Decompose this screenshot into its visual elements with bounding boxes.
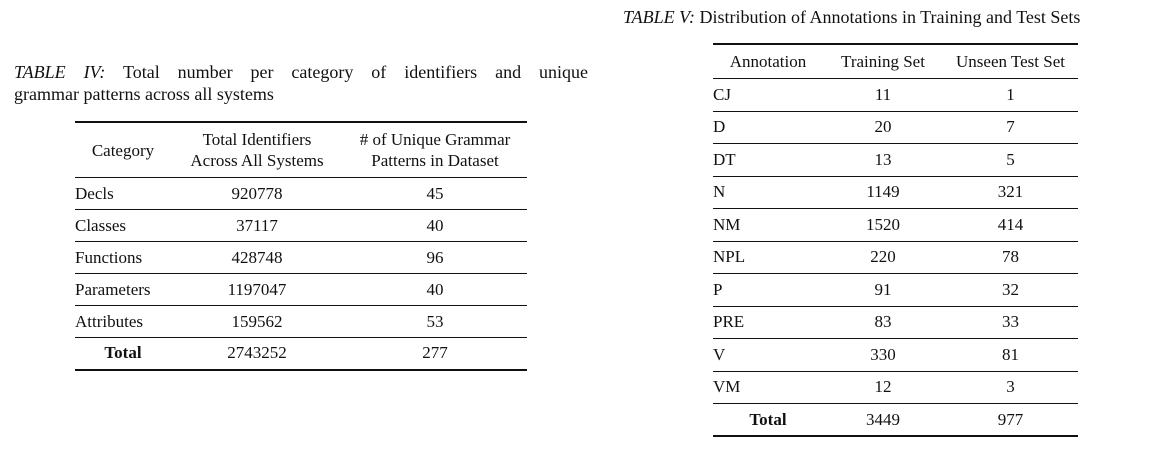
cell-annotation: NPL xyxy=(713,247,746,267)
cell-patterns: 96 xyxy=(426,247,444,267)
cell-training: 83 xyxy=(874,312,892,332)
cell-patterns: 40 xyxy=(426,279,444,299)
header-training-set: Training Set xyxy=(841,51,925,71)
table-v xyxy=(713,43,1078,437)
table-v-header-row xyxy=(713,44,1078,79)
table-row xyxy=(713,111,1078,144)
cell-training: 91 xyxy=(874,279,892,299)
cell-training: 1149 xyxy=(866,182,900,202)
cell-total-identifiers: 2743252 xyxy=(227,343,287,363)
cell-total-test: 977 xyxy=(997,409,1024,429)
cell-annotation: D xyxy=(713,117,726,137)
cell-category: Parameters xyxy=(75,279,151,299)
cell-annotation: VM xyxy=(713,377,741,397)
table-total-row xyxy=(75,338,527,370)
cell-test: 1 xyxy=(1006,84,1015,104)
cell-total-training: 3449 xyxy=(866,409,900,429)
header-unique-patterns-l1: # of Unique Grammar xyxy=(359,130,511,149)
cell-test: 5 xyxy=(1006,149,1015,169)
table-row xyxy=(713,339,1078,372)
cell-test: 78 xyxy=(1002,247,1019,267)
cell-annotation: PRE xyxy=(713,312,745,332)
table-row xyxy=(713,274,1078,307)
cell-annotation: DT xyxy=(713,149,736,169)
table-v-caption-text: Distribution of Annotations in Training and Test Sets xyxy=(699,7,1081,27)
header-category: Category xyxy=(91,140,155,160)
cell-identifiers: 37117 xyxy=(236,215,278,235)
table-row xyxy=(713,79,1078,112)
header-unique-patterns-l2: Patterns in Dataset xyxy=(371,151,499,170)
header-total-identifiers-l2: Across All Systems xyxy=(190,151,324,170)
cell-test: 7 xyxy=(1006,117,1015,137)
table-iv xyxy=(75,121,527,371)
cell-training: 330 xyxy=(870,344,896,364)
cell-training: 20 xyxy=(874,117,892,137)
table-row xyxy=(713,176,1078,209)
cell-test: 414 xyxy=(997,214,1024,234)
table-row xyxy=(713,371,1078,404)
cell-training: 12 xyxy=(874,377,892,397)
cell-category: Classes xyxy=(75,215,126,235)
cell-training: 1520 xyxy=(866,214,900,234)
table-iv-header-row xyxy=(75,122,527,178)
cell-total-label: Total xyxy=(749,409,787,429)
table-row xyxy=(75,274,527,306)
cell-test: 321 xyxy=(997,182,1024,202)
cell-test: 81 xyxy=(1002,344,1019,364)
cell-patterns: 40 xyxy=(426,215,444,235)
table-iv-caption xyxy=(14,61,588,105)
cell-identifiers: 159562 xyxy=(231,311,283,331)
cell-category: Functions xyxy=(75,247,143,267)
cell-training: 11 xyxy=(874,84,892,104)
cell-annotation: V xyxy=(713,344,726,364)
cell-annotation: P xyxy=(713,279,723,299)
table-row xyxy=(713,306,1078,339)
cell-total-patterns: 277 xyxy=(422,343,448,363)
cell-annotation: CJ xyxy=(713,84,731,104)
table-row xyxy=(75,306,527,338)
header-total-identifiers-l1: Total Identifiers xyxy=(202,130,312,149)
header-unseen-test-set: Unseen Test Set xyxy=(956,51,1065,71)
table-row xyxy=(75,178,527,210)
cell-patterns: 45 xyxy=(426,183,444,203)
cell-category: Attributes xyxy=(75,311,143,331)
cell-test: 33 xyxy=(1002,312,1019,332)
table-row xyxy=(713,144,1078,177)
cell-training: 220 xyxy=(870,247,896,267)
table-row xyxy=(713,209,1078,242)
cell-test: 3 xyxy=(1006,377,1015,397)
table-row xyxy=(75,210,527,242)
cell-category: Decls xyxy=(75,183,114,203)
cell-identifiers: 1197047 xyxy=(227,279,287,299)
cell-test: 32 xyxy=(1002,279,1019,299)
table-row xyxy=(75,242,527,274)
table-iv-caption-line2: grammar patterns across all systems xyxy=(14,84,274,104)
table-iv-caption-line1: Total number per category of identifiers and unique xyxy=(123,62,588,82)
table-iv-label: TABLE IV: xyxy=(14,62,106,82)
table-v-caption xyxy=(623,6,1080,28)
cell-identifiers: 428748 xyxy=(231,247,283,267)
cell-annotation: N xyxy=(713,182,726,202)
cell-annotation: NM xyxy=(713,214,741,234)
cell-training: 13 xyxy=(874,149,892,169)
table-row xyxy=(713,241,1078,274)
cell-patterns: 53 xyxy=(426,311,444,331)
table-v-label: TABLE V: xyxy=(623,7,695,27)
header-annotation: Annotation xyxy=(729,51,807,71)
cell-total-label: Total xyxy=(104,343,142,363)
header-unique-patterns xyxy=(343,122,527,178)
cell-identifiers: 920778 xyxy=(231,183,283,203)
header-total-identifiers xyxy=(171,122,343,178)
table-total-row xyxy=(713,404,1078,437)
